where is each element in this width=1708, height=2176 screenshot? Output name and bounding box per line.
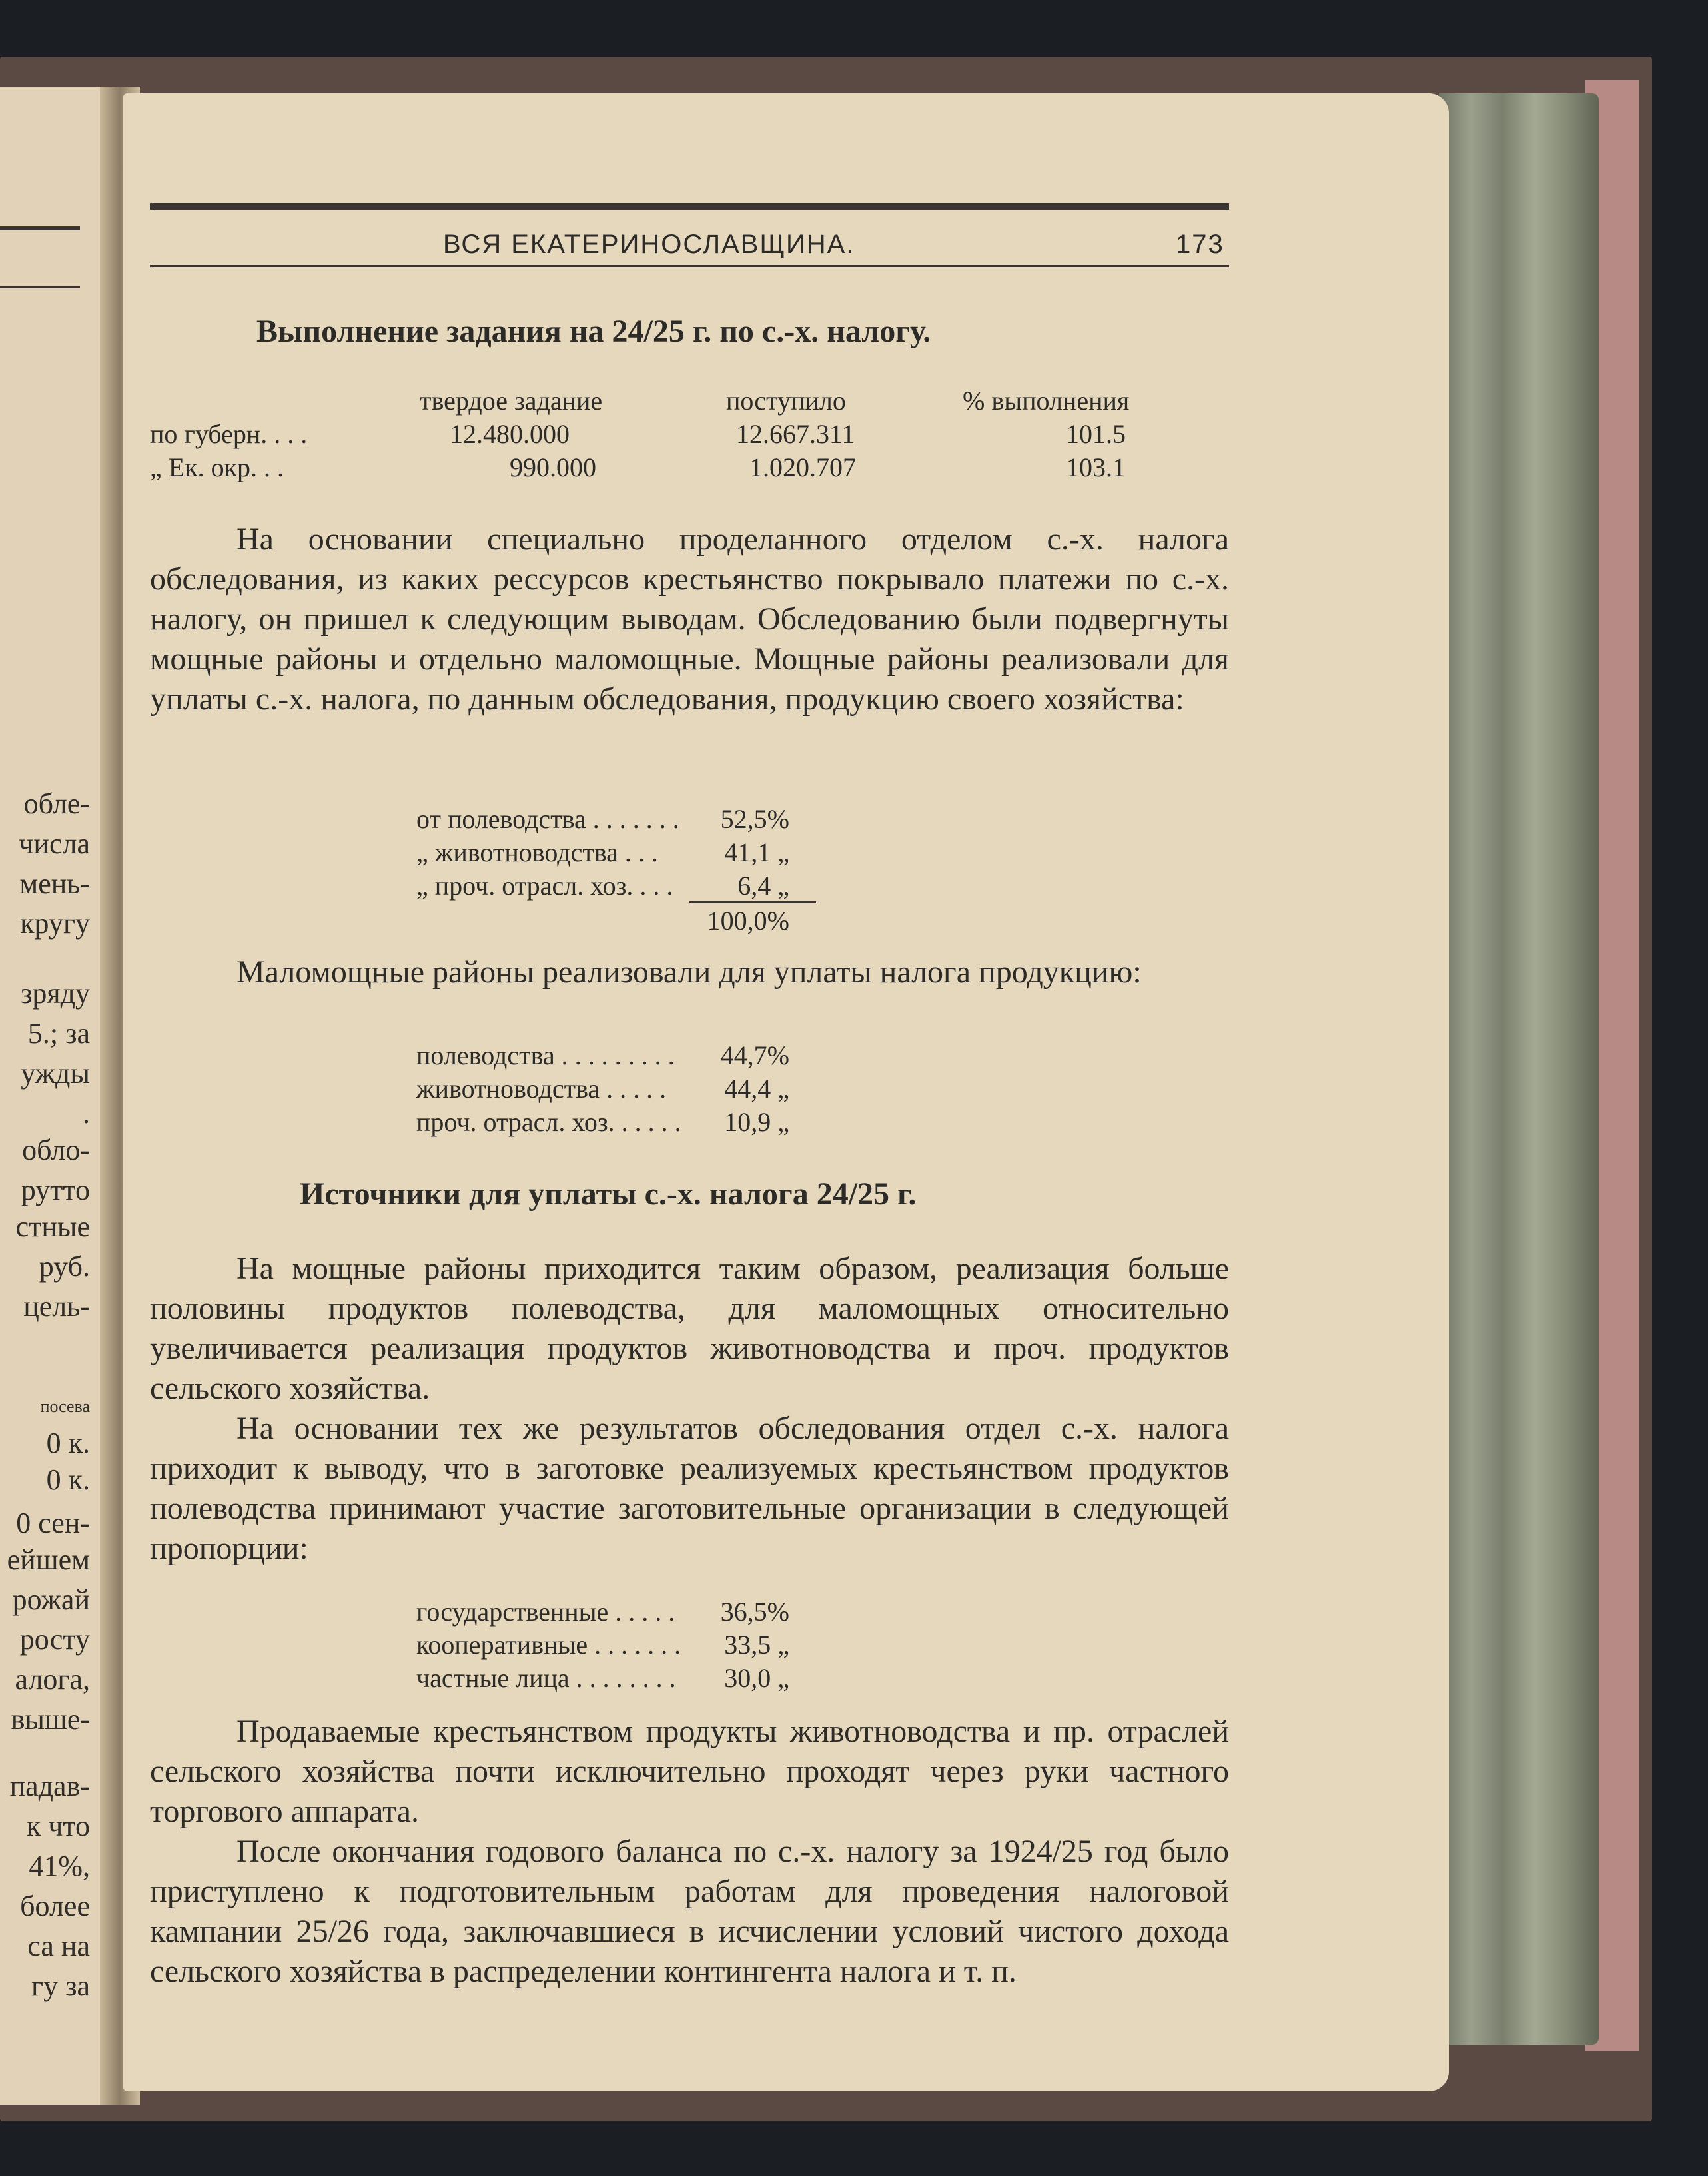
list-item — [416, 1629, 789, 1662]
list-value: 44,4 „ — [724, 1074, 789, 1104]
paragraph: Маломощные районы реализовали для уплаты налога продукцию: — [236, 954, 1142, 990]
sum-rule — [689, 901, 816, 903]
paragraph: На основании специально проделанного отделом с.-х. налога обследования, из каких рессурсов крестьянство покрывало платежи по с.-х. налогу, он пришел к следующим выводам. Обследованию были подвергнуты мощные районы и отдельно маломощные. Мощные районы реализовали для уплаты с.-х. налога, по данным обследования, продукцию своего хозяйства: — [150, 522, 1229, 717]
left-page-fragment: посева — [40, 1397, 90, 1416]
left-page-fragment: руб. — [39, 1250, 90, 1283]
column-header: твердое задание — [420, 386, 603, 416]
header-top-rule — [150, 203, 1229, 210]
list-value: 52,5% — [720, 804, 789, 834]
left-page-fragment: рутто — [21, 1174, 90, 1206]
left-page-fragment: более — [20, 1890, 90, 1922]
plan-value: 12.480.000 — [450, 419, 570, 449]
list-item — [416, 1595, 789, 1629]
left-page-fragment: ейшем — [7, 1543, 90, 1576]
left-page-fragment: 0 сен- — [16, 1507, 90, 1539]
left-page-fragment: обле- — [23, 787, 90, 820]
list-strong-districts — [416, 803, 789, 903]
left-page-fragment: кругу — [20, 907, 90, 940]
section-title: Выполнение задания на 24/25 г. по с.-х. налогу. — [256, 314, 931, 349]
row-label: по губерн. . . . — [150, 419, 308, 449]
left-page-fragment: стные — [15, 1210, 90, 1243]
list-value: 36,5% — [720, 1597, 789, 1627]
list-procurement — [416, 1595, 789, 1695]
row-label: „ Ек. окр. . . — [150, 452, 284, 482]
table-row — [150, 418, 1242, 452]
list-label: от полеводства . . . . . . . — [416, 804, 679, 834]
list-value: 41,1 „ — [724, 837, 789, 867]
page-block-edges — [1439, 93, 1599, 2045]
list-label: „ проч. отрасл. хоз. . . . — [416, 871, 673, 901]
left-page-fragment: ужды — [21, 1057, 90, 1090]
left-page-fragment: росту — [19, 1623, 90, 1656]
left-page-fragment: 41%, — [29, 1850, 90, 1882]
running-header — [150, 223, 1229, 263]
column-header: % выполнения — [963, 386, 1130, 416]
left-page-fragment: обло- — [22, 1134, 90, 1166]
list-value: 6,4 „ — [737, 871, 789, 901]
received-value: 12.667.311 — [736, 419, 855, 449]
left-page-fragment: мень- — [19, 867, 90, 900]
column-header: поступило — [726, 386, 846, 416]
list-label: кооперативные . . . . . . . — [416, 1630, 681, 1660]
plan-value: 990.000 — [510, 452, 596, 482]
percent-value: 103.1 — [1066, 452, 1126, 482]
list-item — [416, 869, 789, 903]
left-page-fragment: 0 к. — [46, 1427, 90, 1459]
left-page-fragment: 5.; за — [27, 1017, 90, 1050]
left-page-fragment: зряду — [20, 977, 90, 1010]
list-item — [416, 803, 789, 836]
left-page-fragment: падав- — [9, 1770, 90, 1802]
left-page-fragment: алога, — [15, 1663, 90, 1696]
list-label: проч. отрасл. хоз. . . . . . — [416, 1107, 681, 1137]
left-page-fragment: к что — [26, 1810, 90, 1842]
left-page-rule — [0, 286, 80, 288]
list-value: 33,5 „ — [724, 1630, 789, 1660]
right-page — [123, 93, 1449, 2091]
table-row — [150, 452, 1242, 485]
running-title: ВСЯ ЕКАТЕРИНОСЛАВЩИНА. — [443, 230, 855, 259]
list-label: животноводства . . . . . — [416, 1074, 667, 1104]
list-label: полеводства . . . . . . . . . — [416, 1040, 675, 1070]
left-page-fragment: выше- — [11, 1703, 90, 1736]
paragraph: После окончания годового баланса по с.-х. налогу за 1924/25 год было приступлено к подготовительным работам для проведения налоговой кампании 25/26 года, заключавшиеся в исчислении условий чистого дохода сельского хозяйства в распределении контингента налога и т. п. — [150, 1834, 1229, 1989]
table-header — [150, 385, 1242, 418]
left-page-fragment: рожай — [12, 1583, 90, 1616]
paragraph: На мощные районы приходится таким образом, реализация больше половины продуктов полеводства, для маломощных относительно увеличивается реализация продуктов животноводства и проч. продуктов сельского хозяйства. — [150, 1251, 1229, 1406]
list-label: частные лица . . . . . . . . — [416, 1663, 676, 1693]
list-item — [416, 1106, 789, 1139]
left-page-fragment: . — [83, 1097, 90, 1130]
list-item — [416, 1662, 789, 1695]
percent-value: 101.5 — [1066, 419, 1126, 449]
left-page-fragment: 0 к. — [46, 1463, 90, 1496]
header-bottom-rule — [150, 265, 1229, 267]
list-total: 100,0% — [707, 906, 789, 936]
paragraph: На основании тех же результатов обследования отдел с.-х. налога приходит к выводу, что в заготовке реализуемых крестьянством продуктов полеводства принимают участие заготовительные организации в следующей пропорции: — [150, 1411, 1229, 1566]
left-page-fragment: гу за — [31, 1970, 90, 2002]
list-label: государственные . . . . . — [416, 1597, 675, 1627]
list-item — [416, 836, 789, 869]
list-item — [416, 1072, 789, 1106]
page-number: 173 — [1176, 230, 1224, 259]
left-page-fragment: числа — [19, 827, 90, 860]
list-item — [416, 1039, 789, 1072]
received-value: 1.020.707 — [749, 452, 856, 482]
list-value: 44,7% — [720, 1040, 789, 1070]
section-title: Источники для уплаты с.-х. налога 24/25 г. — [300, 1176, 917, 1212]
list-value: 10,9 „ — [724, 1107, 789, 1137]
paragraph: Продаваемые крестьянством продукты животноводства и пр. отраслей сельского хозяйства почти исключительно проходят через руки частного торгового аппарата. — [150, 1714, 1229, 1829]
list-value: 30,0 „ — [724, 1663, 789, 1693]
list-weak-districts — [416, 1039, 789, 1139]
left-page-fragment: цель- — [23, 1290, 90, 1323]
list-label: „ животноводства . . . — [416, 837, 658, 867]
left-page-fragment: са на — [27, 1930, 90, 1962]
left-page-rule — [0, 226, 80, 230]
